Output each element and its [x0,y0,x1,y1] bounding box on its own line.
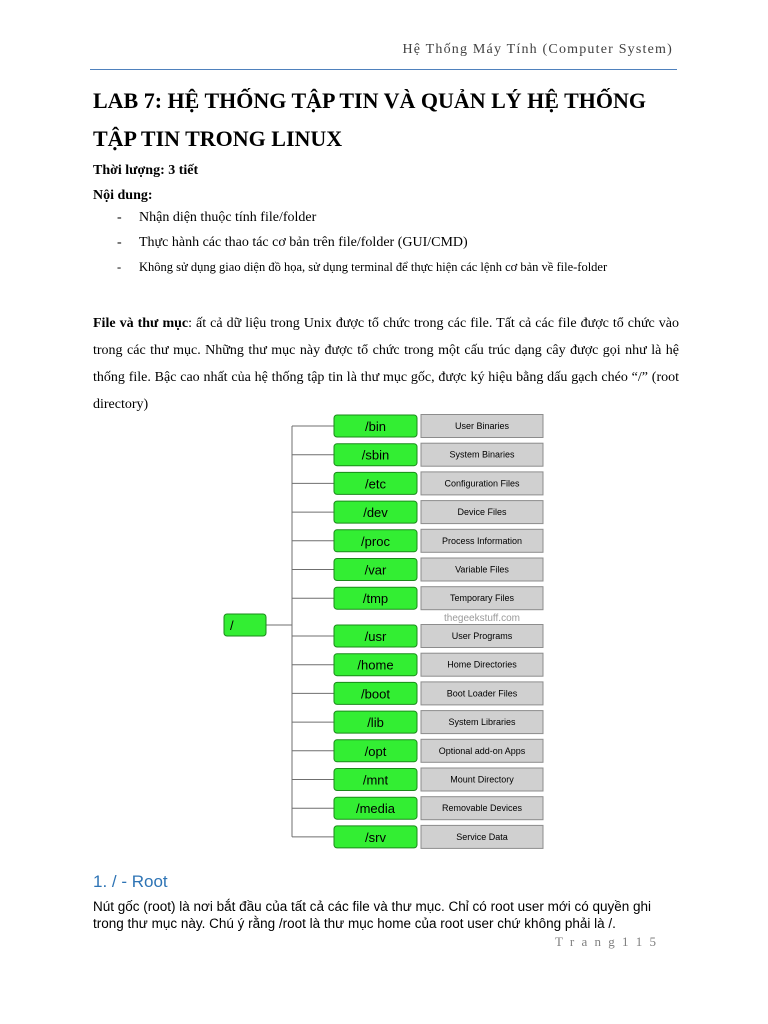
lab-duration: Thời lượng: 3 tiết [93,163,199,178]
intro-term: File và thư mục [93,316,189,331]
description-label: Mount Directory [450,774,514,785]
lab-title: LAB 7: HỆ THỐNG TẬP TIN VÀ QUẢN LÝ HỆ THỐNG TẬP TIN TRONG LINUX [93,88,646,151]
folder-label: /opt [364,743,387,759]
folder-label: /sbin [361,447,390,463]
folder-label: /var [364,562,387,578]
description-label: User Programs [451,631,513,641]
bullet-text: Thực hành các thao tác cơ bản trên file/folder (GUI/CMD) [139,235,468,250]
content-label: Nội dung: [93,188,153,203]
bullet-item [117,235,607,260]
bullet-marker: - [117,210,122,225]
description-label: User Binaries [454,421,510,431]
bullet-marker: - [117,260,122,274]
bullet-text: Nhận diện thuộc tính file/folder [139,210,317,225]
folder-label: /proc [361,533,390,549]
bullet-item [117,260,607,285]
bullet-item [117,210,607,235]
description-label: Optional add-on Apps [438,745,526,756]
folder-label: /tmp [362,591,389,607]
folder-label: /media [355,801,396,817]
diagram-watermark: thegeekstuff.com [444,613,520,624]
description-label: System Libraries [448,717,516,728]
filesystem-tree-diagram [218,410,548,855]
intro-text: : ất cả dữ liệu trong Unix được tổ chức trong các file. Tất cả các file được tổ chức vào trong các thư mục. Những thư mục này được tổ chức trong một cấu trúc dạng cây được gọi như là hệ thống file. Bậc cao nhất của hệ thống tập tin là thư mục gốc, được ký hiệu bằng dấu gạch chéo “/” (root directory) [93,316,679,412]
page-number: T r a n g 1 1 5 [554,934,658,949]
intro-paragraph [93,310,679,418]
folder-label: /srv [365,829,386,845]
folder-label: /mnt [362,772,389,788]
description-label: Service Data [456,831,508,842]
section-heading: 1. / - Root [93,872,168,891]
description-label: Temporary Files [449,593,515,604]
bullet-marker: - [117,235,122,250]
description-label: Process Information [441,535,523,546]
folder-label: /etc [365,476,386,492]
description-label: Configuration Files [444,478,520,489]
folder-label: /lib [367,715,384,731]
description-label: Boot Loader Files [446,688,518,699]
description-label: Home Directories [447,659,517,670]
bullet-text: Không sử dụng giao diện đồ họa, sử dụng terminal để thực hiện các lệnh cơ bản về file-folder [139,260,608,274]
folder-label: /bin [365,419,386,434]
folder-label: /boot [361,686,390,702]
description-label: Removable Devices [441,803,523,814]
description-label: Device Files [457,507,507,518]
content-bullets [117,210,607,285]
description-label: System Binaries [449,449,515,460]
header-divider [90,69,677,70]
description-label: Variable Files [455,564,509,575]
folder-label: /dev [363,505,388,521]
folder-label: /home [357,657,394,673]
folder-label: /usr [364,629,387,644]
root-label: / [230,618,234,633]
section-body: Nút gốc (root) là nơi bắt đầu của tất cả các file và thư mục. Chỉ có root user mới có quyền ghi trong thư mục này. Chú ý rằng /root là thư mục home của root user chứ không phải là /. [93,899,652,931]
header-title: Hệ Thống Máy Tính (Computer System) [402,42,673,57]
